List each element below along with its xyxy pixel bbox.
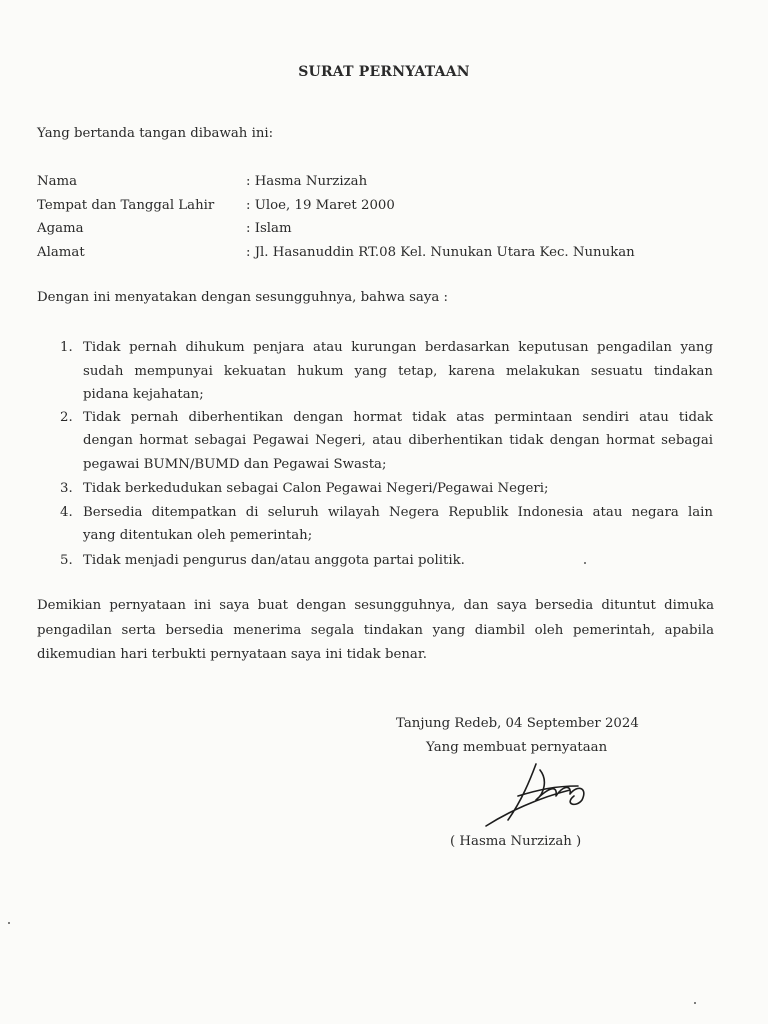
closing-line: dikemudian hari terbukti pernyataan saya ini tidak benar. (37, 647, 427, 662)
closing-line: Demikian pernyataan ini saya buat dengan sesungguhnya, dan saya bersedia dituntut dimuka (37, 598, 714, 613)
item-line: Tidak pernah diberhentikan dengan hormat tidak atas permintaan sendiri atau tidak (83, 410, 713, 425)
item-line: Bersedia ditempatkan di seluruh wilayah Negera Republik Indonesia atau negara lain (83, 505, 713, 520)
declaration-text: Dengan ini menyatakan dengan sesungguhnya, bahwa saya : (37, 290, 449, 305)
scan-speck (584, 562, 586, 564)
field-value-religion: : Islam (246, 221, 292, 236)
item-number: 1. (60, 340, 73, 355)
field-value-address: : Jl. Hasanuddin RT.08 Kel. Nunukan Utara Kec. Nunukan (246, 245, 635, 260)
signer-name: ( Hasma Nurzizah ) (450, 834, 582, 849)
closing-line: pengadilan serta bersedia menerima segala tindakan yang diambil oleh pemerintah, apabila (37, 623, 714, 638)
item-line: Tidak menjadi pengurus dan/atau anggota partai politik. (83, 553, 465, 568)
item-line: yang ditentukan oleh pemerintah; (83, 528, 313, 543)
item-line: pegawai BUMN/BUMD dan Pegawai Swasta; (83, 457, 387, 472)
item-number: 3. (60, 481, 73, 496)
field-label-birth: Tempat dan Tanggal Lahir (37, 198, 215, 213)
item-line: dengan hormat sebagai Pegawai Negeri, atau diberhentikan tidak dengan hormat sebagai (83, 433, 713, 448)
item-number: 5. (60, 553, 73, 568)
intro-text: Yang bertanda tangan dibawah ini: (37, 126, 274, 141)
field-value-birth: : Uloe, 19 Maret 2000 (246, 198, 395, 213)
field-label-name: Nama (37, 174, 78, 189)
item-line: pidana kejahatan; (83, 387, 204, 402)
document-title: SURAT PERNYATAAN (298, 64, 470, 80)
item-line: sudah mempunyai kekuatan hukum yang tetap, karena melakukan sesuatu tindakan (83, 364, 713, 379)
item-line: Tidak pernah dihukum penjara atau kurungan berdasarkan keputusan pengadilan yang (83, 340, 713, 355)
field-value-name: : Hasma Nurzizah (246, 174, 368, 189)
item-number: 4. (60, 505, 73, 520)
item-number: 2. (60, 410, 73, 425)
handwritten-signature (478, 760, 598, 830)
field-label-religion: Agama (37, 221, 84, 236)
scan-speck (8, 922, 10, 924)
scan-speck (694, 1002, 696, 1004)
field-label-address: Alamat (37, 245, 85, 260)
item-line: Tidak berkedudukan sebagai Calon Pegawai Negeri/Pegawai Negeri; (83, 481, 549, 496)
place-date: Tanjung Redeb, 04 September 2024 (396, 716, 639, 731)
maker-label: Yang membuat pernyataan (426, 740, 608, 755)
